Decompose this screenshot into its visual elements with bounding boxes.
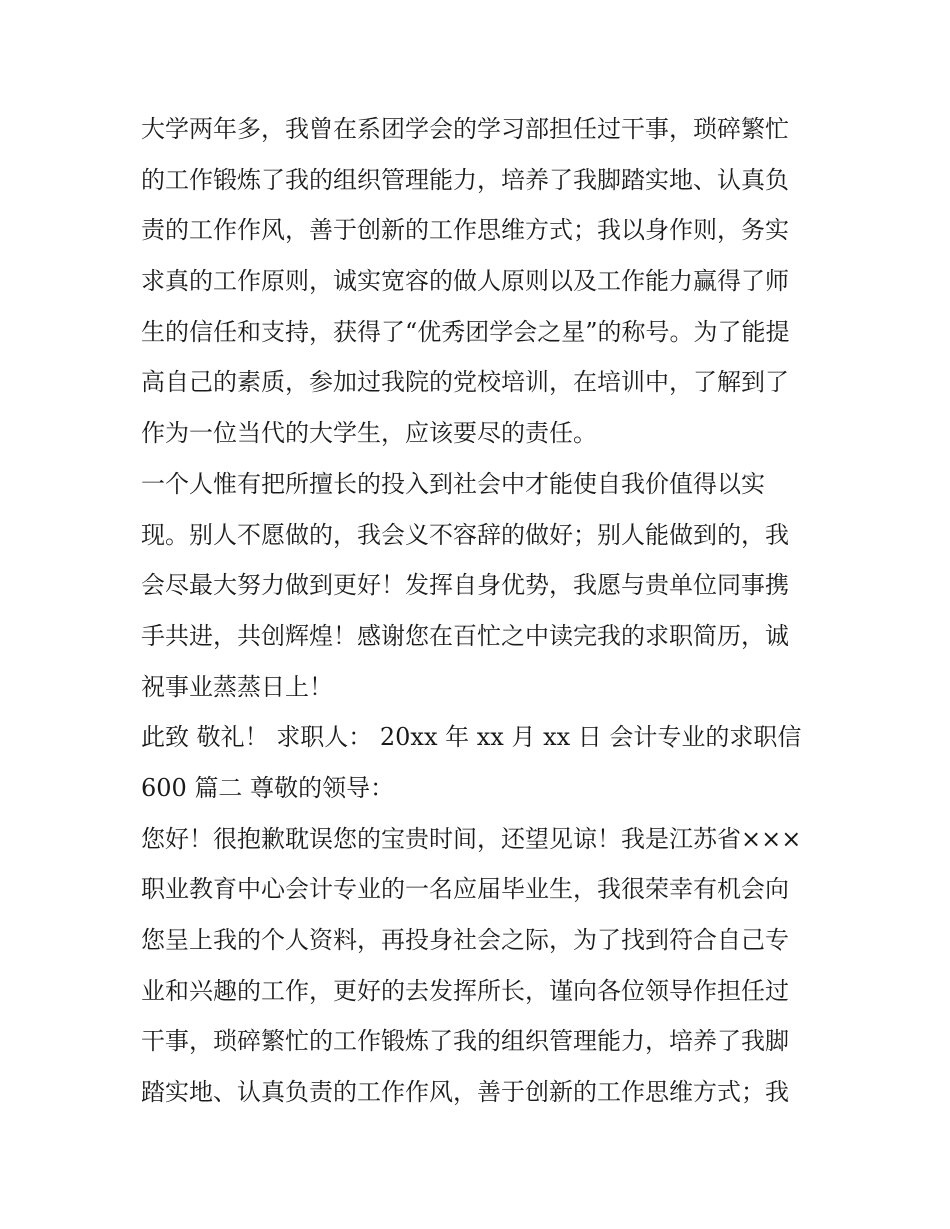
text-line: 祝事业蒸蒸日上！: [141, 672, 333, 701]
text-line: 生的信任和支持，获得了“优秀团学会之星”的称号。为了能提: [141, 317, 790, 346]
text-line: 业和兴趣的工作，更好的去发挥所长，谨向各位领导作担任过: [141, 976, 789, 1005]
text-line: 会尽最大努力做到更好！发挥自身优势，我愿与贵单位同事携: [141, 571, 789, 600]
text-line: 干事，琐碎繁忙的工作锻炼了我的组织管理能力，培养了我脚: [141, 1027, 789, 1056]
text-line: 职业教育中心会计专业的一名应届毕业生，我很荣幸有机会向: [141, 875, 789, 904]
text-line: 大学两年多，我曾在系团学会的学习部担任过干事，琐碎繁忙: [141, 115, 789, 143]
text-line: 600 篇二 尊敬的领导：: [141, 773, 395, 802]
text-line: 您好！很抱歉耽误您的宝贵时间，还望见谅！我是江苏省×××: [141, 824, 802, 853]
letter-body: [141, 104, 821, 1118]
text-line: 高自己的素质，参加过我院的党校培训，在培训中，了解到了: [141, 368, 789, 397]
text-line: 此致 敬礼！ 求职人： 20xx 年 xx 月 xx 日 会计专业的求职信: [141, 723, 802, 752]
text-line: 求真的工作原则，诚实宽容的做人原则以及工作能力赢得了师: [141, 267, 789, 296]
text-line: 手共进，共创辉煌！感谢您在百忙之中读完我的求职简历，诚: [141, 621, 789, 650]
text-line: 一个人惟有把所擅长的投入到社会中才能使自我价值得以实: [141, 469, 765, 498]
text-line: 作为一位当代的大学生，应该要尽的责任。: [141, 419, 597, 448]
text-line: 踏实地、认真负责的工作作风，善于创新的工作思维方式；我: [141, 1078, 789, 1107]
text-line: 的工作锻炼了我的组织管理能力，培养了我脚踏实地、认真负: [141, 165, 789, 194]
text-line: 现。别人不愿做的，我会义不容辞的做好；别人能做到的，我: [141, 520, 789, 549]
text-line: 您呈上我的个人资料，再投身社会之际，为了找到符合自己专: [141, 926, 789, 954]
text-line: 责的工作作风，善于创新的工作思维方式；我以身作则，务实: [141, 216, 789, 245]
